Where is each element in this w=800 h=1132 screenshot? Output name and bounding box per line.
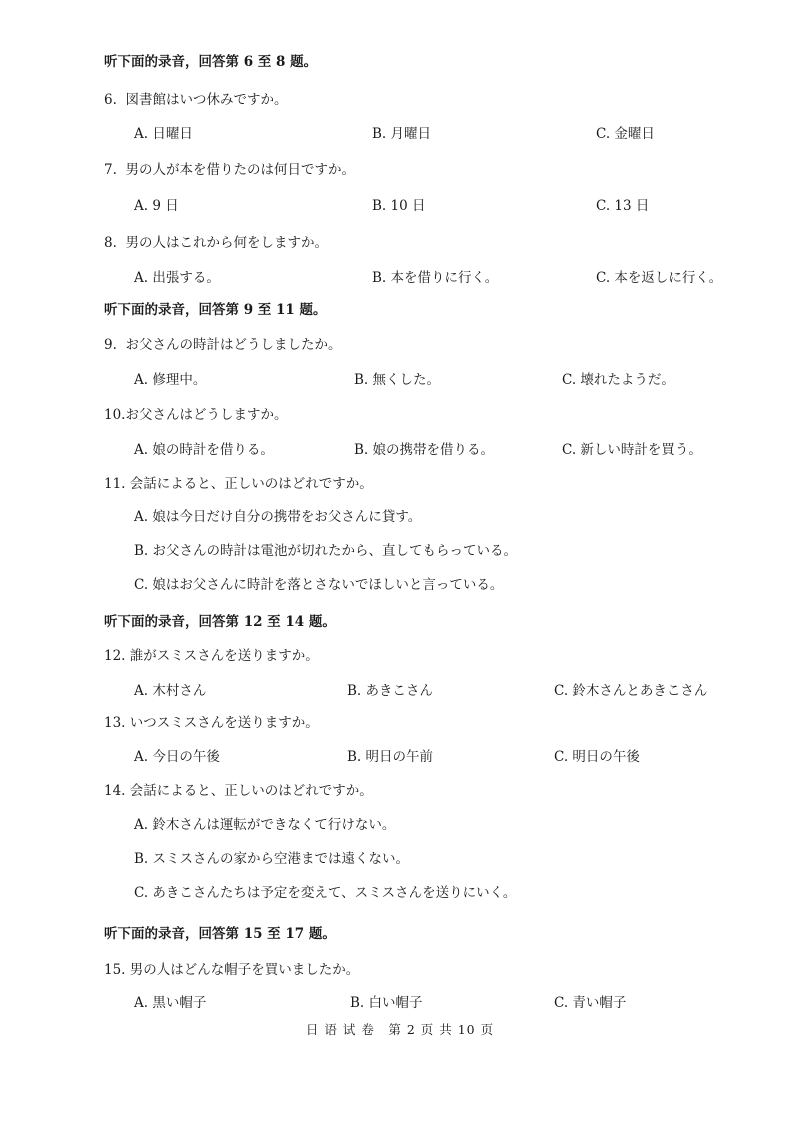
question-number: 10. (104, 407, 126, 423)
question-number: 13. (104, 715, 126, 731)
question-14 (104, 779, 373, 799)
question-text: 男の人が本を借りたのは何日ですか。 (125, 162, 355, 178)
option-c[interactable]: C. 青い帽子 (554, 995, 627, 1011)
question-text: いつスミスさんを送りますか。 (129, 715, 319, 731)
question-15 (104, 958, 359, 978)
option-a[interactable]: A. 木村さん (134, 683, 207, 699)
option-a[interactable]: A. 日曜日 (134, 126, 193, 142)
option-b[interactable]: B. 月曜日 (372, 126, 432, 142)
option-b[interactable]: B. 白い帽子 (350, 995, 423, 1011)
option-a[interactable]: A. 出張する。 (134, 270, 220, 286)
option-a[interactable]: A. 娘は今日だけ自分の携帯をお父さんに貸す。 (134, 509, 422, 525)
option-c[interactable]: C. 明日の午後 (554, 749, 640, 765)
question-7 (104, 158, 355, 178)
question-number: 6. (104, 92, 117, 108)
question-number: 9. (104, 337, 117, 353)
question-text: 図書館はいつ休みですか。 (125, 92, 288, 108)
option-a[interactable]: A. 9 日 (134, 198, 179, 214)
option-b[interactable]: B. 本を借りに行く。 (372, 270, 499, 286)
question-text: お父さんの時計はどうしましたか。 (125, 337, 342, 353)
page-footer: 日 语 试 卷 第 2 页 共 10 页 (305, 1022, 495, 1037)
section-header: 听下面的录音，回答第 15 至 17 题。 (104, 926, 336, 942)
option-b[interactable]: B. お父さんの時計は電池が切れたから、直してもらっている。 (134, 543, 518, 559)
question-13 (104, 711, 319, 731)
question-12 (104, 644, 319, 664)
question-number: 11. (104, 476, 126, 492)
question-number: 14. (104, 783, 126, 799)
question-9 (104, 333, 341, 353)
section-header: 听下面的录音，回答第 9 至 11 题。 (104, 302, 327, 318)
option-c[interactable]: C. 13 日 (596, 198, 650, 214)
option-c[interactable]: C. あきこさんたちは予定を変えて、スミスさんを送りにいく。 (134, 885, 517, 901)
option-c[interactable]: C. 新しい時計を買う。 (562, 442, 702, 458)
section-header: 听下面的录音，回答第 12 至 14 题。 (104, 614, 336, 630)
question-text: 会話によると、正しいのはどれですか。 (129, 783, 373, 799)
question-text: 男の人はどんな帽子を買いましたか。 (129, 962, 360, 978)
option-a[interactable]: A. 黒い帽子 (134, 995, 207, 1011)
question-10 (104, 403, 287, 423)
option-c[interactable]: C. 本を返しに行く。 (596, 270, 723, 286)
question-text: お父さんはどうしますか。 (125, 407, 288, 423)
option-c[interactable]: C. 壊れたようだ。 (562, 372, 675, 388)
question-11 (104, 472, 373, 492)
question-number: 12. (104, 648, 126, 664)
question-6 (104, 88, 287, 108)
question-number: 7. (104, 162, 117, 178)
question-number: 8. (104, 235, 117, 251)
option-b[interactable]: B. 10 日 (372, 198, 426, 214)
question-number: 15. (104, 962, 126, 978)
option-b[interactable]: B. 娘の携帯を借りる。 (354, 442, 495, 458)
section-header: 听下面的录音，回答第 6 至 8 题。 (104, 54, 318, 70)
option-a[interactable]: A. 鈴木さんは運転ができなくて行けない。 (134, 817, 396, 833)
option-b[interactable]: B. スミスさんの家から空港までは遠くない。 (134, 851, 410, 867)
question-text: 会話によると、正しいのはどれですか。 (129, 476, 373, 492)
option-b[interactable]: B. あきこさん (347, 683, 434, 699)
option-a[interactable]: A. 修理中。 (134, 372, 207, 388)
question-text: 誰がスミスさんを送りますか。 (129, 648, 319, 664)
option-c[interactable]: C. 金曜日 (596, 126, 655, 142)
option-b[interactable]: B. 明日の午前 (347, 749, 434, 765)
option-c[interactable]: C. 鈴木さんとあきこさん (554, 683, 708, 699)
question-text: 男の人はこれから何をしますか。 (125, 235, 328, 251)
option-a[interactable]: A. 今日の午後 (134, 749, 220, 765)
question-8 (104, 231, 328, 251)
option-b[interactable]: B. 無くした。 (354, 372, 441, 388)
option-c[interactable]: C. 娘はお父さんに時計を落とさないでほしいと言っている。 (134, 577, 504, 593)
option-a[interactable]: A. 娘の時計を借りる。 (134, 442, 274, 458)
